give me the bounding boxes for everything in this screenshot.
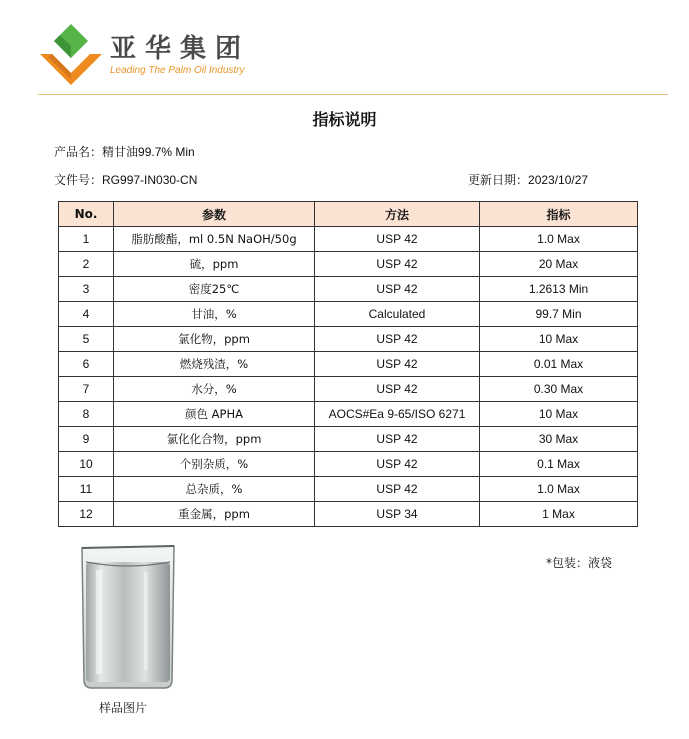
header-no: No. — [59, 202, 114, 227]
row-spec: 10 Max — [480, 402, 638, 427]
table-header-row — [59, 202, 638, 227]
update-date-line — [468, 171, 588, 188]
sample-image-caption: 样品图片 — [99, 701, 148, 715]
row-parameter: 脂肪酸酯，ml 0.5N NaOH/50g — [114, 227, 315, 252]
table-row — [59, 352, 638, 377]
row-method: USP 42 — [315, 477, 480, 502]
document-title: 指标说明 — [312, 110, 377, 129]
row-number: 7 — [59, 377, 114, 402]
row-spec: 1.2613 Min — [480, 277, 638, 302]
table-row — [59, 402, 638, 427]
row-method: USP 42 — [315, 327, 480, 352]
row-spec: 0.01 Max — [480, 352, 638, 377]
table-row — [59, 477, 638, 502]
file-number-value: RG997-IN030-CN — [102, 173, 198, 187]
row-method: USP 42 — [315, 227, 480, 252]
table-row — [59, 277, 638, 302]
row-number: 3 — [59, 277, 114, 302]
file-number-line — [54, 171, 197, 188]
table-row — [59, 377, 638, 402]
row-parameter: 个别杂质，% — [114, 452, 315, 477]
row-number: 10 — [59, 452, 114, 477]
table-row — [59, 452, 638, 477]
glass-beaker-icon — [76, 542, 180, 690]
row-method: USP 42 — [315, 427, 480, 452]
row-parameter: 甘油，% — [114, 302, 315, 327]
table-row — [59, 227, 638, 252]
row-method: USP 42 — [315, 452, 480, 477]
row-spec: 1.0 Max — [480, 477, 638, 502]
product-name-label: 产品名： — [54, 145, 103, 159]
row-method: USP 42 — [315, 252, 480, 277]
company-logo — [38, 24, 278, 86]
row-number: 4 — [59, 302, 114, 327]
table-row — [59, 252, 638, 277]
row-number: 8 — [59, 402, 114, 427]
row-method: Calculated — [315, 302, 480, 327]
row-parameter: 硫，ppm — [114, 252, 315, 277]
row-parameter: 氯化物，ppm — [114, 327, 315, 352]
row-spec: 99.7 Min — [480, 302, 638, 327]
packaging-note: *包装：液袋 — [546, 556, 613, 570]
row-spec: 0.30 Max — [480, 377, 638, 402]
product-name-value: 精甘油99.7% Min — [102, 145, 195, 159]
table-row — [59, 502, 638, 527]
row-parameter: 密度25℃ — [114, 277, 315, 302]
row-method: AOCS#Ea 9-65/ISO 6271 — [315, 402, 480, 427]
row-method: USP 42 — [315, 377, 480, 402]
row-number: 5 — [59, 327, 114, 352]
row-spec: 10 Max — [480, 327, 638, 352]
company-slogan: Leading The Palm Oil Industry — [110, 65, 245, 76]
row-parameter: 颜色 APHA — [114, 402, 315, 427]
row-method: USP 34 — [315, 502, 480, 527]
table-row — [59, 327, 638, 352]
table-row — [59, 302, 638, 327]
row-spec: 0.1 Max — [480, 452, 638, 477]
file-number-label: 文件号： — [54, 173, 103, 187]
row-parameter: 总杂质，% — [114, 477, 315, 502]
header-method: 方法 — [315, 202, 480, 227]
row-spec: 1 Max — [480, 502, 638, 527]
company-name: 亚华集团 — [110, 34, 251, 64]
row-number: 6 — [59, 352, 114, 377]
diamond-chevron-logo-icon — [38, 24, 108, 86]
row-spec: 20 Max — [480, 252, 638, 277]
row-number: 12 — [59, 502, 114, 527]
row-parameter: 水分，% — [114, 377, 315, 402]
header-parameter: 参数 — [114, 202, 315, 227]
row-parameter: 氯化化合物，ppm — [114, 427, 315, 452]
row-method: USP 42 — [315, 352, 480, 377]
header-spec: 指标 — [480, 202, 638, 227]
row-number: 9 — [59, 427, 114, 452]
row-method: USP 42 — [315, 277, 480, 302]
spec-table — [58, 201, 638, 527]
table-body — [59, 227, 638, 527]
row-spec: 30 Max — [480, 427, 638, 452]
product-name-line — [54, 143, 195, 160]
update-date-value: 2023/10/27 — [528, 173, 589, 187]
header-divider — [38, 94, 668, 95]
row-parameter: 重金属，ppm — [114, 502, 315, 527]
row-spec: 1.0 Max — [480, 227, 638, 252]
table-row — [59, 427, 638, 452]
row-number: 1 — [59, 227, 114, 252]
row-number: 2 — [59, 252, 114, 277]
row-number: 11 — [59, 477, 114, 502]
row-parameter: 燃烧残渣，% — [114, 352, 315, 377]
update-date-label: 更新日期： — [468, 173, 529, 187]
